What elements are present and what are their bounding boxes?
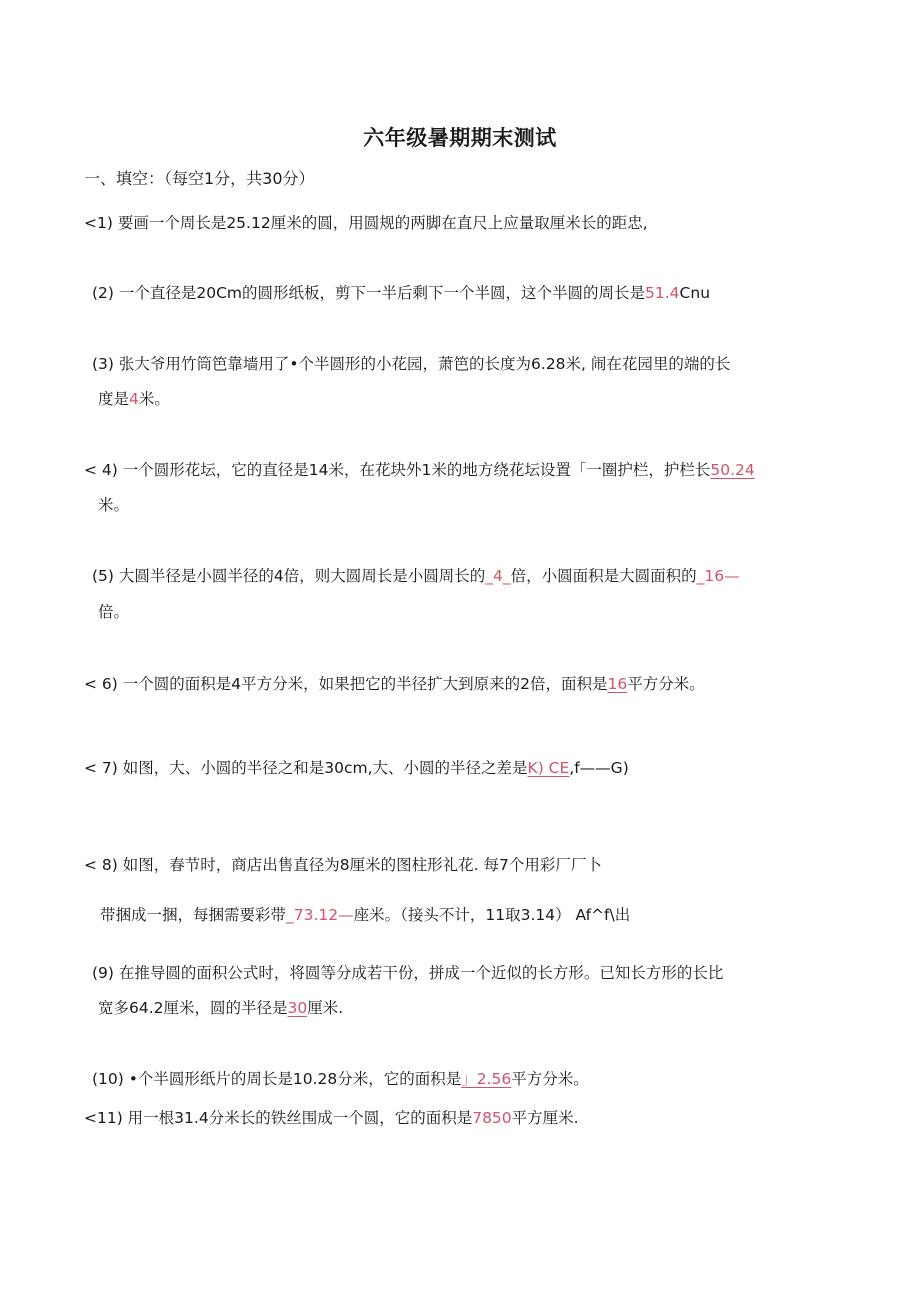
question-3-text-2: 度是 [98,390,130,408]
question-1-text: <1) 要画一个周长是25.12厘米的圆，用圆规的两脚在直尺上应量取厘米长的距忠, [84,214,648,232]
question-4-line1 [84,460,755,480]
question-5-text: (5) 大圆半径是小圆半径的4倍，则大圆周长是小圆周长的 [92,567,486,585]
question-11-answer: 7850 [472,1109,512,1127]
question-4-text: < 4) 一个圆形花坛，它的直径是14米，在花块外1米的地方绕花坛设置「一圈护栏，护栏长 [84,461,711,479]
question-6-text: < 6) 一个圆的面积是4平方分米，如果把它的半径扩大到原来的2倍，面积是 [84,675,608,693]
question-8-text: < 8) 如图，春节时，商店出售直径为8厘米的图柱形礼花. 每7个用彩厂厂卜 [84,856,602,874]
question-4-answer: 50.24 [710,461,755,479]
question-2-text: (2) 一个直径是20Cm的圆形纸板，剪下一半后剩下一个半圆，这个半圆的周长是 [92,284,646,302]
question-6-unit: 平方分米。 [627,675,705,693]
question-9-text-2: 宽多64.2厘米，圆的半径是 [98,999,288,1017]
question-10-unit: 平方分米。 [511,1070,589,1088]
question-3-unit: 米。 [138,390,170,408]
question-11 [84,1108,579,1128]
question-6 [84,674,705,694]
question-5-answer-1: _4_ [485,567,511,585]
question-3-answer: 4 [129,390,139,408]
question-5-line1 [92,566,740,586]
question-8-tail: 座米。（接头不计，11取3.14） Af^f\出 [353,906,631,924]
question-9-line1 [92,963,723,983]
question-8-answer: _73.12— [286,906,354,924]
question-7-tail: ,f——G) [569,759,629,777]
question-6-answer: 16 [607,675,628,693]
question-3-text: (3) 张大爷用竹筒笆靠墙用了•个半圆形的小花园，萧笆的长度为6.28米, 闹在花园里的端的长 [92,355,731,373]
question-4-line2 [98,495,129,515]
question-9-unit: 厘米. [307,999,344,1017]
question-10-answer: 」2.56 [461,1070,512,1088]
question-5-unit: 倍。 [98,603,130,621]
question-9-line2 [98,998,343,1018]
question-2 [92,283,710,303]
question-4-unit: 米。 [98,496,130,514]
question-5-line2 [98,602,129,622]
question-8-text-2: 带捆成一捆，每捆需要彩带 [100,906,287,924]
question-1 [84,213,648,233]
question-2-unit: Cnu [679,284,711,302]
question-10-text: (10) •个半圆形纸片的周长是10.28分米，它的面积是 [92,1070,462,1088]
question-5-answer-2: _16— [696,567,740,585]
question-8-line1 [84,855,602,875]
question-7 [84,758,629,778]
question-7-text: < 7) 如图，大、小圆的半径之和是30cm,大、小圆的半径之差是 [84,759,528,777]
question-11-text: <11) 用一根31.4分米长的铁丝围成一个圆，它的面积是 [84,1109,473,1127]
question-10 [92,1069,589,1089]
question-3-line1 [92,354,730,374]
question-9-answer: 30 [287,999,308,1017]
question-2-answer: 51.4 [645,284,680,302]
question-9-text: (9) 在推导圆的面积公式时，将圆等分成若干份，拼成一个近似的长方形。已知长方形的长比 [92,964,724,982]
question-8-line2 [100,905,630,925]
question-5-text-mid: 倍，小圆面积是大圆面积的 [510,567,697,585]
section-heading: 一、填空：（每空1分，共30分） [84,169,315,188]
question-11-unit: 平方厘米. [511,1109,579,1127]
question-3-line2 [98,389,170,409]
question-7-answer: K) CE [527,759,570,777]
page-title: 六年级暑期期末测试 [363,126,557,150]
